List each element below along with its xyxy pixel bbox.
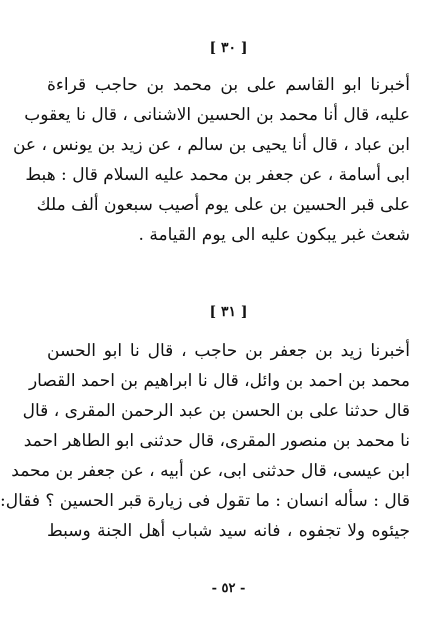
text-line: قال حدثنا على بن الحسن بن عبد الرحمن المقرى ، قال (22, 401, 410, 421)
text-line: شعث غبر يبكون عليه الى يوم القيامة . (138, 225, 410, 245)
text-line: قال : سأله انسان : ما تقول فى زيارة قبر الحسين ؟ فقال: (0, 491, 410, 511)
text-line: عليه، قال أنا محمد بن الحسين الاشنانى ، قال نا يعقوب (24, 105, 410, 125)
text-line: ابى أسامة ، عن جعفر بن محمد عليه السلام قال : هبط (25, 165, 410, 185)
text-line: أخبرنا زيد بن جعفر بن حاجب ، قال نا ابو الحسن (47, 341, 410, 361)
text-line: محمد بن احمد بن وائل، قال نا ابراهيم بن احمد القصار (28, 371, 410, 391)
text-line: أخبرنا ابو القاسم على بن محمد بن حاجب قراءة (47, 75, 410, 95)
hadith-30-text (12, 70, 410, 250)
hadith-31-text (0, 336, 410, 546)
text-line: على قبر الحسين بن على يوم أصيب سبعون ألف ملك (36, 195, 410, 215)
text-line: نا محمد بن منصور المقرى، قال حدثنى ابو الطاهر احمد (23, 431, 410, 451)
text-line: جيئوه ولا تجفوه ، فانه سيد شباب أهل الجنة وسبط (47, 521, 410, 541)
text-line: ابن عيسى، قال حدثنى ابى، عن أبيه ، عن جعفر بن محمد (11, 461, 410, 481)
page-number: - ٥٢ - (211, 581, 246, 596)
hadith-number-30: [ ٣٠ ] (209, 40, 248, 56)
hadith-number-31: [ ٣١ ] (209, 304, 248, 320)
text-line: ابن عباد ، قال أنا يحيى بن سالم ، عن زيد بن يونس ، عن (12, 135, 410, 155)
